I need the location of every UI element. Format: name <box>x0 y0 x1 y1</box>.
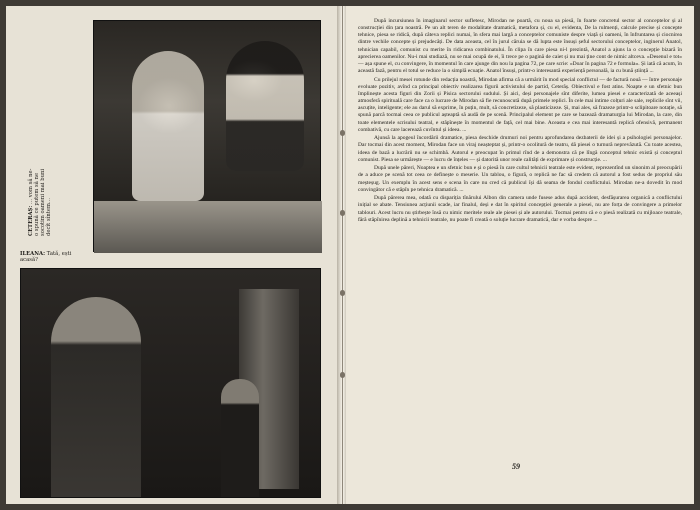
actor-standing-figure <box>51 297 141 497</box>
caption-ceteras <box>28 166 52 236</box>
binding-line <box>342 6 343 504</box>
caption-speaker: ILEANA: <box>20 251 46 257</box>
paragraph: După unele păreri, Noaptea e un sfetnic bun e și o piesă în care cultul tehnicii teatrale este evident, reprezentînd un sinonim al preocupării de a aduce pe scenă tot ceea ce definește o meserie. Un tablou, o figură, o replică ne fac să credem că autorul a fost sedus de propriul său meșteșug. Un exemplu în acest sens e scena în care nu cred că publicul își dă seama de fondul conflictului. Mirodan ne-a dovedit în mod convingător că e stăpîn pe tehnica dramatică. ... <box>358 165 682 193</box>
paragraph: După părerea mea, odată cu dispariția tînărului Albon din camera unde fusese adus după accident, desfășurarea organică a conflictului inițial se abate. Tensiunea acțiunii scade, iar finalul, deși e dat în spiritul concepției generale a piesei, nu are forța de convingere a primelor tablouri. Acest lucru nu știrbește însă cu nimic meritele reale ale piesei și ale autorului. Tocmai pentru că e o piesă realizată cu mijloace teatrale, fără stăpînirea deplină a tehnicii teatrale, nu poate fi creată o soluție lucrare dramatică, dar e vorba despre ... <box>358 195 682 223</box>
binding-stitch <box>340 372 345 378</box>
stage-photo-father-daughter <box>93 20 321 252</box>
caption-speaker: CETERAȘ: <box>28 205 34 236</box>
right-page <box>346 6 694 504</box>
binding-stitch <box>340 130 345 136</box>
paragraph: După incursiunea în imaginarul sector sufletesc, Mirodan ne poartă, cu noua sa piesă, în foarte concretul sector al conceptelor și al construcției din țara noastră. Pe un alt teren de modalitate dramatică, metafora și, cu el, evidenta, De la rulmenți, calcule precise și concepte tehnice, piesa se ridică, după câteva replici numai, în sfera mai largă a conceptelor comuniste despre viață și oameni, în înfruntarea și ciocnirea dintre vechile concepte și prejudecăți. De data aceasta, cel în jurul căruia se dă lupta este însuși șeful sectorului conceptelor, inginerul Anatol, tehnician capabil, comunist cu merite în ridicarea combinatului. În clipa în care piesa ni-l prezintă, Anatol a ajuns la o concepție bizară în aprecierea oamenilor. Nu-i mai studiază, nu se mai ocupă de ei, îi trece pe o pagină de caiet și nu mai ține cont de nimic altceva. «Desenul e tot» — așa spune el, cu convingere, în momentul în care ajunge din nou la pagina 72, pe care scrie: «Doar în pagina 72 e formula». Și iată că acum, în această fază, pentru el totul se reduce la o simplă ecuație. Anatol însuși, printr-o interesantă experiență personală, ia cu bună știință ... <box>358 18 682 75</box>
binding-stitch <box>340 210 345 216</box>
page-number: 59 <box>512 462 520 471</box>
actor-father-figure <box>132 51 204 201</box>
table-surface <box>94 201 322 253</box>
paragraph: Cu prilejul mesei rotunde din redacția noastră, Mirodan afirma că a urmărit în mod special conflictul — de factură nouă — între personaje evoluate pozitiv, avînd ca principal obiectiv realizarea figurii activistului de partid, Ceterăș. Obiectivul e fost atins. Noapte e un sfetnic bun împlinește acesta figuri din Zorii și Pisica sectorului sudului. Și aici, deși personajele sînt diferite, lumea piesei e caracterizată de aceeași atmosferă spirituală care face ca o lucrare de Mirodan să fie recunoscută după primele replici. În cele mai intime colțuri ale sale, replicile sînt vii, ascuțite, inteligente; ele au darul să exprime, în puțin, mult, să concretizeze, să plasticizeze. Și, mai ales, să frazeze printr-o sclipitoare notație, să spună parcă tocmai ceea ce publicul așteaptă să audă de pe scenă. Principalul element pe care se bazează dramaturgia lui Mirodan, la care, din toate elementele scrisului teatral, e stăpînește în momentul de față, cel mai bine. Aceasta e cea mai interesantă replică ofensivă, permanent combativă, cu care lacerează cuvîntul și ideea. ... <box>358 76 682 133</box>
binding-stitch <box>340 290 345 296</box>
caption-text: Tată, ești acasă? <box>20 251 72 263</box>
stage-photo-night-scene <box>20 268 321 498</box>
paragraph: Ajunsă la apogeul încordării dramatice, piesa deschide drumuri noi pentru aprofundarea dezbaterii de idei și a psihologiei personajelor. Dar tocmai din acest moment, Mirodan face un viraj neașteptat și, printr-o ocolitură de teatru, dă piesei o turnură neprevăzută. Cu toate acestea, ideea de bază a lucrării nu se schimbă. Autorul e preocupat în primul rînd de a demonstra că pe lîngă conceptul tehnic există și conceptul comunist. Piesa se urmărește — e lucru de înțeles — și datorită unor reale calități de exprimare și construcție. ... <box>358 135 682 163</box>
actress-background-figure <box>221 379 259 497</box>
actress-daughter-figure <box>226 41 304 171</box>
caption-ileana <box>20 251 88 263</box>
left-page <box>6 6 339 504</box>
article-text <box>358 18 682 225</box>
caption-text: ... vom să ne-o spună ce putem să ne socotim oameni mai buni decît sîntem... <box>28 168 52 236</box>
